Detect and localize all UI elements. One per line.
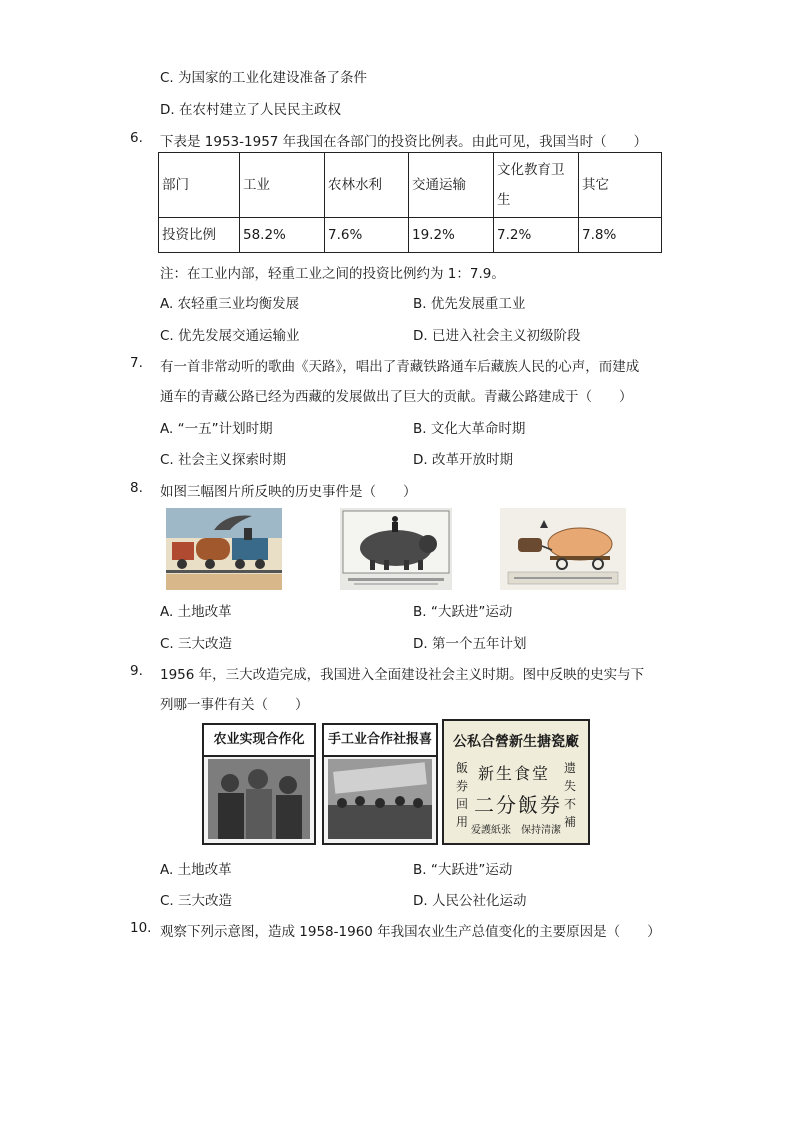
table-row [159, 218, 662, 253]
q8-stem: 如图三幅图片所反映的历史事件是（ ） [160, 484, 417, 500]
ticket-canteen-name: 新生食堂 [478, 764, 551, 783]
q5-option-d: D. 在农村建立了人民民主政权 [160, 102, 341, 118]
q7-option-a: A. “一五”计划时期 [160, 421, 273, 437]
q10-stem: 观察下列示意图，造成 1958-1960 年我国农业生产总值变化的主要原因是（ ） [160, 924, 661, 940]
q7-option-c: C. 社会主义探索时期 [160, 452, 287, 468]
table-cell: 农林水利 [325, 153, 409, 218]
q8-option-d: D. 第一个五年计划 [413, 636, 527, 652]
ticket-char: 補 [564, 815, 577, 829]
parade-photo-image [328, 759, 432, 839]
table-cell: 19.2% [409, 218, 494, 253]
ticket-footer: 爱護紙张 保持清潔 [471, 825, 561, 836]
ticket-char: 不 [564, 797, 577, 811]
table-cell: 部门 [159, 153, 240, 218]
panel-agriculture-cooperative [202, 723, 316, 845]
table-cell: 交通运输 [409, 153, 494, 218]
q6-option-b: B. 优先发展重工业 [413, 296, 526, 312]
ticket-char: 回 [456, 797, 469, 811]
q5-option-c: C. 为国家的工业化建设准备了条件 [160, 70, 368, 86]
q9-option-d: D. 人民公社化运动 [413, 893, 527, 909]
panel-title: 农业实现合作化 [204, 725, 314, 757]
q9-number: 9. [130, 663, 143, 679]
ticket-char: 遗 [564, 761, 577, 775]
q6-option-c: C. 优先发展交通运输业 [160, 328, 300, 344]
table-cell: 7.8% [579, 218, 662, 253]
q10-number: 10. [130, 920, 152, 936]
big-pig-cartoon-image [340, 508, 452, 590]
panel-handicraft-cooperative [322, 723, 438, 845]
farmers-photo-image [208, 759, 310, 839]
q7-stem-line1: 有一首非常动听的歌曲《天路》，唱出了青藏铁路通车后藏族人民的心声，而建成 [160, 359, 640, 375]
table-cell: 投资比例 [159, 218, 240, 253]
investment-table [158, 152, 662, 253]
q9-option-c: C. 三大改造 [160, 893, 233, 909]
q6-option-d: D. 已进入社会主义初级阶段 [413, 328, 581, 344]
q7-option-d: D. 改革开放时期 [413, 452, 513, 468]
q7-option-b: B. 文化大革命时期 [413, 421, 526, 437]
ticket-char: 飯 [456, 761, 469, 775]
q6-stem: 下表是 1953-1957 年我国在各部门的投资比例表。由此可见，我国当时（ ） [160, 134, 648, 150]
table-cell: 文化教育卫生 [494, 153, 579, 218]
ticket-char: 券 [456, 779, 469, 793]
q8-option-b: B. “大跃进”运动 [413, 604, 513, 620]
table-cell: 工业 [240, 153, 325, 218]
q7-number: 7. [130, 355, 143, 371]
q6-note: 注：在工业内部，轻重工业之间的投资比例约为 1：7.9。 [160, 266, 505, 282]
ticket-value: 二分飯券 [474, 793, 562, 817]
table-header-row [159, 153, 662, 218]
table-cell: 7.6% [325, 218, 409, 253]
q6-option-a: A. 农轻重三业均衡发展 [160, 296, 300, 312]
q9-option-b: B. “大跃进”运动 [413, 862, 513, 878]
q9-option-a: A. 土地改革 [160, 862, 232, 878]
table-cell: 58.2% [240, 218, 325, 253]
q6-number: 6. [130, 130, 143, 146]
pumpkin-cart-cartoon-image [500, 508, 626, 590]
train-cartoon-image [166, 508, 282, 590]
panel-meal-ticket [442, 719, 590, 845]
ticket-char: 用 [456, 815, 469, 829]
table-cell: 7.2% [494, 218, 579, 253]
q9-stem-line2: 列哪一事件有关（ ） [160, 697, 309, 713]
q8-number: 8. [130, 480, 143, 496]
ticket-title: 公私合營新生搪瓷廠 [453, 734, 579, 750]
q8-option-a: A. 土地改革 [160, 604, 232, 620]
q9-stem-line1: 1956 年，三大改造完成，我国进入全面建设社会主义时期。图中反映的史实与下 [160, 667, 645, 683]
q7-stem-line2: 通车的青藏公路已经为西藏的发展做出了巨大的贡献。青藏公路建成于（ ） [160, 389, 633, 405]
panel-title: 手工业合作社报喜 [324, 725, 436, 757]
ticket-char: 失 [564, 779, 577, 793]
table-cell: 其它 [579, 153, 662, 218]
q8-option-c: C. 三大改造 [160, 636, 233, 652]
